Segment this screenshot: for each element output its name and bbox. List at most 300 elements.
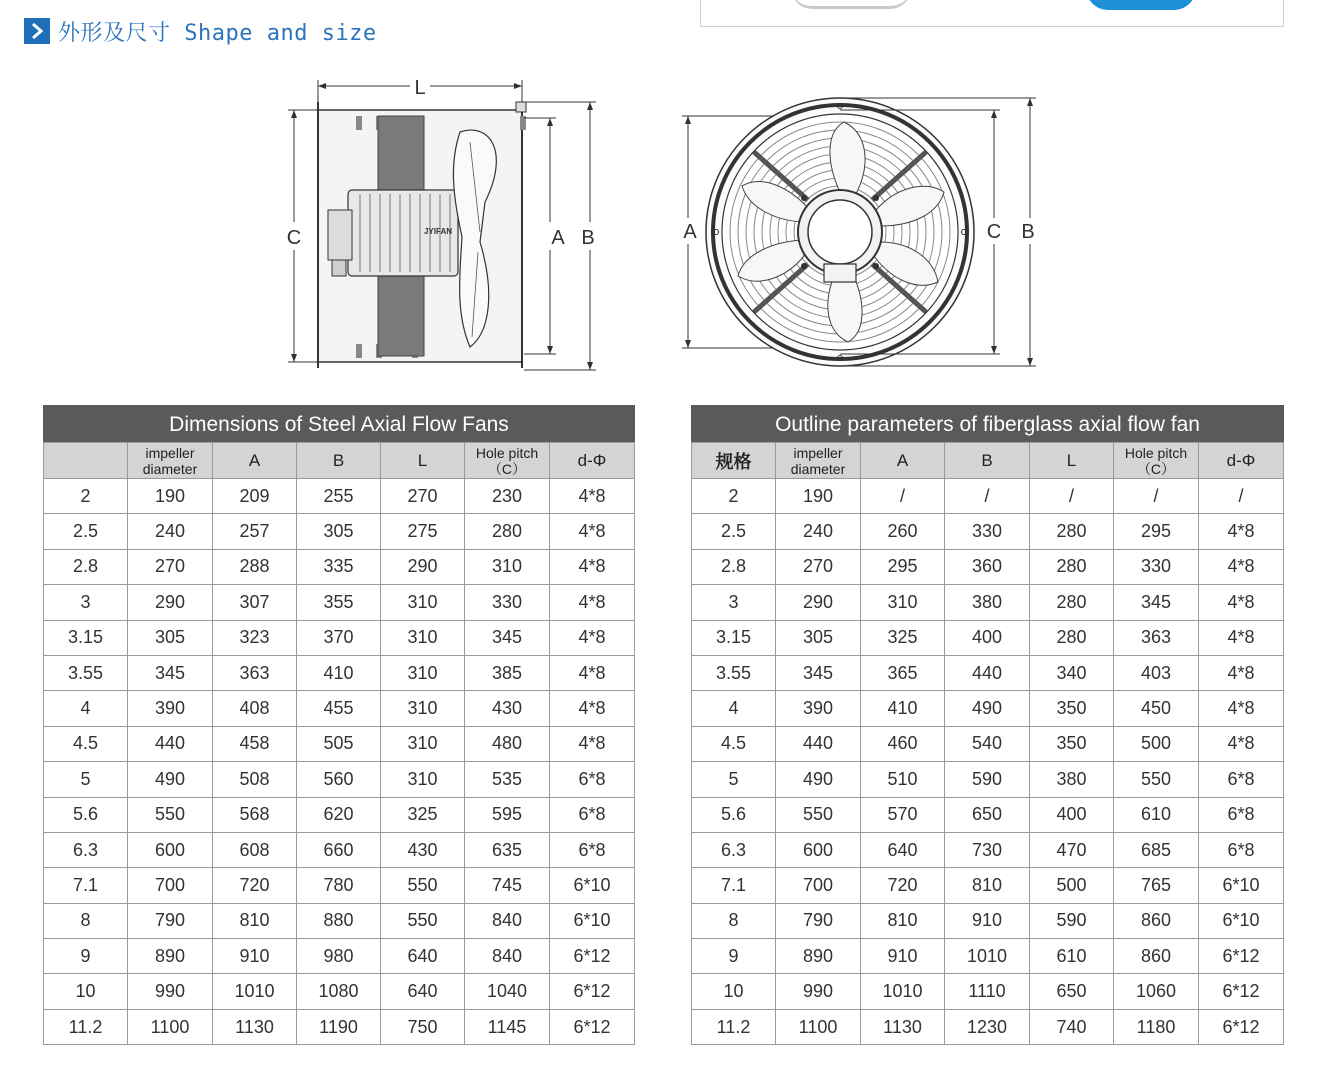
cell-hole-pitch: 403 <box>1114 655 1199 690</box>
cell-spec: 2 <box>44 479 128 514</box>
cell-impeller-diameter: 440 <box>776 726 861 761</box>
steel-table-title: Dimensions of Steel Axial Flow Fans <box>43 405 635 442</box>
cell-spec: 10 <box>692 974 776 1009</box>
cell-hole-pitch: 480 <box>465 726 550 761</box>
cell-spec: 2 <box>692 479 776 514</box>
cell-d-phi: 6*8 <box>1199 762 1284 797</box>
dim-label-b: B <box>581 227 595 249</box>
table-row <box>44 655 635 690</box>
cell-hole-pitch: 860 <box>1114 939 1199 974</box>
chevron-right-icon <box>24 18 50 44</box>
header-hole-pitch <box>1114 443 1199 479</box>
cell-d-phi: 6*12 <box>1199 939 1284 974</box>
cell-a: 260 <box>861 514 945 549</box>
header-impeller-diameter <box>128 443 213 479</box>
cell-a: 310 <box>861 585 945 620</box>
cell-a: 295 <box>861 549 945 584</box>
section-header <box>24 16 377 46</box>
cell-d-phi: 4*8 <box>1199 585 1284 620</box>
cell-b: 650 <box>945 797 1030 832</box>
cell-b: 1110 <box>945 974 1030 1009</box>
table-row <box>44 585 635 620</box>
steel-dimensions-table <box>43 405 635 1045</box>
cell-spec: 5.6 <box>44 797 128 832</box>
cell-spec: 3.15 <box>44 620 128 655</box>
header-hole-line1: Hole pitch <box>475 444 539 461</box>
front-view-drawing <box>676 92 1046 372</box>
cell-spec: 2.8 <box>692 549 776 584</box>
cell-l: 340 <box>1030 655 1114 690</box>
cell-spec: 3.55 <box>692 655 776 690</box>
cell-hole-pitch: 1040 <box>465 974 550 1009</box>
table-row <box>692 479 1284 514</box>
cell-impeller-diameter: 345 <box>128 655 213 690</box>
cell-a: 720 <box>861 868 945 903</box>
cell-a: 608 <box>213 832 297 867</box>
cell-b: 1190 <box>297 1009 381 1044</box>
cell-d-phi: 6*8 <box>550 797 635 832</box>
table-row <box>44 1009 635 1044</box>
cell-hole-pitch: 450 <box>1114 691 1199 726</box>
cell-l: 640 <box>381 939 465 974</box>
cell-impeller-diameter: 550 <box>128 797 213 832</box>
table-row <box>692 514 1284 549</box>
cell-hole-pitch: 685 <box>1114 832 1199 867</box>
header-a: A <box>213 443 297 479</box>
cell-impeller-diameter: 345 <box>776 655 861 690</box>
dim-label-l: L <box>414 77 426 99</box>
cell-spec: 2.8 <box>44 549 128 584</box>
cell-b: 335 <box>297 549 381 584</box>
cell-hole-pitch: 635 <box>465 832 550 867</box>
cell-spec: 8 <box>692 903 776 938</box>
cell-l: 430 <box>381 832 465 867</box>
cell-impeller-diameter: 600 <box>128 832 213 867</box>
cell-spec: 5.6 <box>692 797 776 832</box>
cell-b: 370 <box>297 620 381 655</box>
cell-d-phi: 6*12 <box>1199 974 1284 1009</box>
cell-impeller-diameter: 700 <box>776 868 861 903</box>
cell-hole-pitch: 330 <box>1114 549 1199 584</box>
cell-d-phi: 6*12 <box>1199 1009 1284 1044</box>
cell-spec: 5 <box>692 762 776 797</box>
cell-impeller-diameter: 790 <box>776 903 861 938</box>
cell-d-phi: 6*10 <box>1199 868 1284 903</box>
header-hole-line1: Hole pitch <box>1124 444 1188 461</box>
cell-spec: 3 <box>44 585 128 620</box>
table-row <box>692 549 1284 584</box>
table-header-row <box>692 443 1284 479</box>
cell-d-phi: 4*8 <box>550 691 635 726</box>
cell-b: 255 <box>297 479 381 514</box>
front-dim-label-c: C <box>986 221 1002 243</box>
table-row <box>692 1009 1284 1044</box>
cropped-image-frame <box>700 0 1284 27</box>
table-header-row <box>44 443 635 479</box>
cell-d-phi: 6*12 <box>550 939 635 974</box>
cell-b: 810 <box>945 868 1030 903</box>
cell-spec: 3.55 <box>44 655 128 690</box>
cell-impeller-diameter: 890 <box>776 939 861 974</box>
cell-b: / <box>945 479 1030 514</box>
table-row <box>692 655 1284 690</box>
cell-impeller-diameter: 990 <box>776 974 861 1009</box>
cell-l: 750 <box>381 1009 465 1044</box>
cell-impeller-diameter: 1100 <box>128 1009 213 1044</box>
table-row <box>44 939 635 974</box>
cell-l: 310 <box>381 691 465 726</box>
cell-impeller-diameter: 290 <box>128 585 213 620</box>
cell-d-phi: 4*8 <box>550 620 635 655</box>
cell-d-phi: 4*8 <box>1199 655 1284 690</box>
cell-b: 780 <box>297 868 381 903</box>
cell-spec: 4.5 <box>44 726 128 761</box>
cell-hole-pitch: 330 <box>465 585 550 620</box>
table-row <box>692 762 1284 797</box>
cell-l: 610 <box>1030 939 1114 974</box>
cell-hole-pitch: 840 <box>465 903 550 938</box>
cell-spec: 4 <box>692 691 776 726</box>
cell-a: 810 <box>861 903 945 938</box>
table-row <box>44 868 635 903</box>
cell-impeller-diameter: 990 <box>128 974 213 1009</box>
cell-b: 730 <box>945 832 1030 867</box>
cell-a: 458 <box>213 726 297 761</box>
cell-d-phi: 4*8 <box>550 655 635 690</box>
cell-l: 640 <box>381 974 465 1009</box>
cell-spec: 3.15 <box>692 620 776 655</box>
cell-l: 550 <box>381 903 465 938</box>
cell-a: 410 <box>861 691 945 726</box>
cell-spec: 11.2 <box>692 1009 776 1044</box>
cell-d-phi: 6*8 <box>550 762 635 797</box>
cell-d-phi: / <box>1199 479 1284 514</box>
front-dim-label-b: B <box>1021 221 1035 243</box>
cell-b: 910 <box>945 903 1030 938</box>
cell-a: 1130 <box>213 1009 297 1044</box>
cropped-arc-gray <box>791 0 911 9</box>
cell-hole-pitch: 230 <box>465 479 550 514</box>
cell-a: 720 <box>213 868 297 903</box>
cell-d-phi: 6*8 <box>1199 832 1284 867</box>
cell-impeller-diameter: 270 <box>776 549 861 584</box>
cell-l: 590 <box>1030 903 1114 938</box>
cell-impeller-diameter: 490 <box>776 762 861 797</box>
cell-hole-pitch: 1060 <box>1114 974 1199 1009</box>
table-row <box>692 939 1284 974</box>
side-view-drawing <box>280 72 610 372</box>
cell-impeller-diameter: 440 <box>128 726 213 761</box>
table-row <box>692 585 1284 620</box>
cell-l: 470 <box>1030 832 1114 867</box>
cell-impeller-diameter: 700 <box>128 868 213 903</box>
cell-b: 380 <box>945 585 1030 620</box>
cell-b: 590 <box>945 762 1030 797</box>
cell-l: / <box>1030 479 1114 514</box>
cell-d-phi: 6*10 <box>1199 903 1284 938</box>
cell-a: / <box>861 479 945 514</box>
cell-l: 280 <box>1030 549 1114 584</box>
cell-hole-pitch: 500 <box>1114 726 1199 761</box>
cell-spec: 7.1 <box>692 868 776 903</box>
cell-l: 310 <box>381 585 465 620</box>
cell-d-phi: 4*8 <box>1199 549 1284 584</box>
cell-d-phi: 6*12 <box>550 974 635 1009</box>
cell-d-phi: 4*8 <box>1199 620 1284 655</box>
cell-l: 280 <box>1030 585 1114 620</box>
cell-impeller-diameter: 240 <box>128 514 213 549</box>
cell-l: 380 <box>1030 762 1114 797</box>
cell-hole-pitch: 345 <box>465 620 550 655</box>
cell-l: 280 <box>1030 514 1114 549</box>
cell-d-phi: 4*8 <box>1199 726 1284 761</box>
cell-l: 310 <box>381 726 465 761</box>
cell-b: 560 <box>297 762 381 797</box>
cell-l: 310 <box>381 655 465 690</box>
cell-spec: 6.3 <box>692 832 776 867</box>
cell-hole-pitch: 295 <box>1114 514 1199 549</box>
header-b: B <box>945 443 1030 479</box>
cell-a: 363 <box>213 655 297 690</box>
cell-b: 1080 <box>297 974 381 1009</box>
header-l: L <box>1030 443 1114 479</box>
cell-spec: 5 <box>44 762 128 797</box>
cell-hole-pitch: 745 <box>465 868 550 903</box>
table-row <box>692 903 1284 938</box>
cell-a: 323 <box>213 620 297 655</box>
cell-l: 270 <box>381 479 465 514</box>
table-row <box>692 832 1284 867</box>
cell-a: 510 <box>861 762 945 797</box>
cell-d-phi: 6*8 <box>1199 797 1284 832</box>
cell-d-phi: 4*8 <box>550 726 635 761</box>
table-row <box>44 974 635 1009</box>
cell-hole-pitch: 345 <box>1114 585 1199 620</box>
cell-l: 400 <box>1030 797 1114 832</box>
motor-brand-label: JYIFAN <box>423 227 453 236</box>
cell-d-phi: 6*8 <box>550 832 635 867</box>
cell-b: 540 <box>945 726 1030 761</box>
cell-impeller-diameter: 190 <box>776 479 861 514</box>
section-title: 外形及尺寸 Shape and size <box>58 20 377 46</box>
cell-impeller-diameter: 1100 <box>776 1009 861 1044</box>
cell-l: 325 <box>381 797 465 832</box>
header-d-phi: d-Φ <box>1199 443 1284 479</box>
header-spec: 规格 <box>692 443 776 479</box>
cell-impeller-diameter: 600 <box>776 832 861 867</box>
table-row <box>44 832 635 867</box>
cell-hole-pitch: 860 <box>1114 903 1199 938</box>
cell-impeller-diameter: 390 <box>776 691 861 726</box>
cell-hole-pitch: 610 <box>1114 797 1199 832</box>
cell-hole-pitch: 535 <box>465 762 550 797</box>
cell-a: 910 <box>213 939 297 974</box>
table-row <box>692 726 1284 761</box>
cell-spec: 2.5 <box>44 514 128 549</box>
fiber-table-title: Outline parameters of fiberglass axial flow fan <box>691 405 1284 442</box>
cell-b: 360 <box>945 549 1030 584</box>
cell-b: 440 <box>945 655 1030 690</box>
cell-impeller-diameter: 790 <box>128 903 213 938</box>
cell-b: 410 <box>297 655 381 690</box>
dim-label-c: C <box>286 227 302 249</box>
cell-a: 257 <box>213 514 297 549</box>
header-hole-line2: （C） <box>487 460 527 477</box>
cell-b: 620 <box>297 797 381 832</box>
cell-d-phi: 6*10 <box>550 903 635 938</box>
cell-b: 490 <box>945 691 1030 726</box>
cell-hole-pitch: 430 <box>465 691 550 726</box>
cell-impeller-diameter: 305 <box>776 620 861 655</box>
cell-l: 550 <box>381 868 465 903</box>
cell-spec: 10 <box>44 974 128 1009</box>
cell-d-phi: 4*8 <box>550 514 635 549</box>
cell-spec: 7.1 <box>44 868 128 903</box>
cell-spec: 9 <box>692 939 776 974</box>
cell-b: 1010 <box>945 939 1030 974</box>
cell-hole-pitch: 765 <box>1114 868 1199 903</box>
cell-impeller-diameter: 305 <box>128 620 213 655</box>
header-hole-pitch <box>465 443 550 479</box>
header-a: A <box>861 443 945 479</box>
cell-spec: 4 <box>44 691 128 726</box>
cell-d-phi: 4*8 <box>1199 691 1284 726</box>
cell-a: 810 <box>213 903 297 938</box>
cell-hole-pitch: 1180 <box>1114 1009 1199 1044</box>
table-row <box>44 479 635 514</box>
cell-b: 980 <box>297 939 381 974</box>
cell-impeller-diameter: 190 <box>128 479 213 514</box>
cell-b: 330 <box>945 514 1030 549</box>
cell-a: 1010 <box>213 974 297 1009</box>
cell-hole-pitch: 840 <box>465 939 550 974</box>
cell-a: 365 <box>861 655 945 690</box>
cell-a: 325 <box>861 620 945 655</box>
table-row <box>692 620 1284 655</box>
header-hole-line2: （C） <box>1136 460 1176 477</box>
cell-a: 568 <box>213 797 297 832</box>
header-impeller-line2: diameter <box>790 460 846 477</box>
cell-impeller-diameter: 490 <box>128 762 213 797</box>
cell-l: 280 <box>1030 620 1114 655</box>
cell-hole-pitch: / <box>1114 479 1199 514</box>
dim-label-a: A <box>551 227 565 249</box>
cell-spec: 4.5 <box>692 726 776 761</box>
cell-hole-pitch: 363 <box>1114 620 1199 655</box>
cell-d-phi: 6*12 <box>550 1009 635 1044</box>
table-row <box>44 691 635 726</box>
cell-hole-pitch: 310 <box>465 549 550 584</box>
cell-b: 1230 <box>945 1009 1030 1044</box>
cell-spec: 8 <box>44 903 128 938</box>
cell-a: 460 <box>861 726 945 761</box>
cell-l: 350 <box>1030 726 1114 761</box>
table-row <box>44 620 635 655</box>
cell-a: 640 <box>861 832 945 867</box>
cell-a: 307 <box>213 585 297 620</box>
cell-l: 290 <box>381 549 465 584</box>
cell-a: 910 <box>861 939 945 974</box>
header-impeller-diameter <box>776 443 861 479</box>
cell-b: 660 <box>297 832 381 867</box>
cell-hole-pitch: 1145 <box>465 1009 550 1044</box>
cell-a: 209 <box>213 479 297 514</box>
header-spec <box>44 443 128 479</box>
table-row <box>692 974 1284 1009</box>
header-b: B <box>297 443 381 479</box>
cell-impeller-diameter: 240 <box>776 514 861 549</box>
cell-hole-pitch: 385 <box>465 655 550 690</box>
cell-d-phi: 4*8 <box>1199 514 1284 549</box>
cell-b: 305 <box>297 514 381 549</box>
front-dim-label-a: A <box>683 221 697 243</box>
cell-hole-pitch: 550 <box>1114 762 1199 797</box>
header-impeller-line1: impeller <box>793 444 843 461</box>
header-l: L <box>381 443 465 479</box>
cell-impeller-diameter: 270 <box>128 549 213 584</box>
header-d-phi: d-Φ <box>550 443 635 479</box>
cell-l: 650 <box>1030 974 1114 1009</box>
cell-l: 350 <box>1030 691 1114 726</box>
table-row <box>692 691 1284 726</box>
cell-spec: 9 <box>44 939 128 974</box>
cell-d-phi: 4*8 <box>550 585 635 620</box>
cell-impeller-diameter: 290 <box>776 585 861 620</box>
table-row <box>692 868 1284 903</box>
cell-l: 310 <box>381 620 465 655</box>
header-impeller-line1: impeller <box>145 444 195 461</box>
cell-impeller-diameter: 390 <box>128 691 213 726</box>
cell-b: 455 <box>297 691 381 726</box>
table-row <box>44 514 635 549</box>
cell-spec: 2.5 <box>692 514 776 549</box>
table-row <box>44 903 635 938</box>
cell-a: 1010 <box>861 974 945 1009</box>
cell-a: 570 <box>861 797 945 832</box>
cell-hole-pitch: 280 <box>465 514 550 549</box>
table-row <box>44 549 635 584</box>
table-row <box>44 797 635 832</box>
cell-impeller-diameter: 550 <box>776 797 861 832</box>
table-row <box>692 797 1284 832</box>
cell-b: 355 <box>297 585 381 620</box>
cell-a: 1130 <box>861 1009 945 1044</box>
table-row <box>44 726 635 761</box>
cropped-arc-blue <box>1086 0 1196 10</box>
cell-l: 275 <box>381 514 465 549</box>
cell-spec: 3 <box>692 585 776 620</box>
cell-spec: 11.2 <box>44 1009 128 1044</box>
cell-a: 508 <box>213 762 297 797</box>
cell-l: 740 <box>1030 1009 1114 1044</box>
cell-impeller-diameter: 890 <box>128 939 213 974</box>
cell-l: 500 <box>1030 868 1114 903</box>
cell-l: 310 <box>381 762 465 797</box>
cell-b: 880 <box>297 903 381 938</box>
fiberglass-parameters-table <box>691 405 1284 1045</box>
cell-hole-pitch: 595 <box>465 797 550 832</box>
table-row <box>44 762 635 797</box>
cell-d-phi: 6*10 <box>550 868 635 903</box>
header-impeller-line2: diameter <box>142 460 198 477</box>
cell-d-phi: 4*8 <box>550 549 635 584</box>
cell-a: 288 <box>213 549 297 584</box>
cell-b: 505 <box>297 726 381 761</box>
cell-d-phi: 4*8 <box>550 479 635 514</box>
cell-spec: 6.3 <box>44 832 128 867</box>
cell-b: 400 <box>945 620 1030 655</box>
cell-a: 408 <box>213 691 297 726</box>
